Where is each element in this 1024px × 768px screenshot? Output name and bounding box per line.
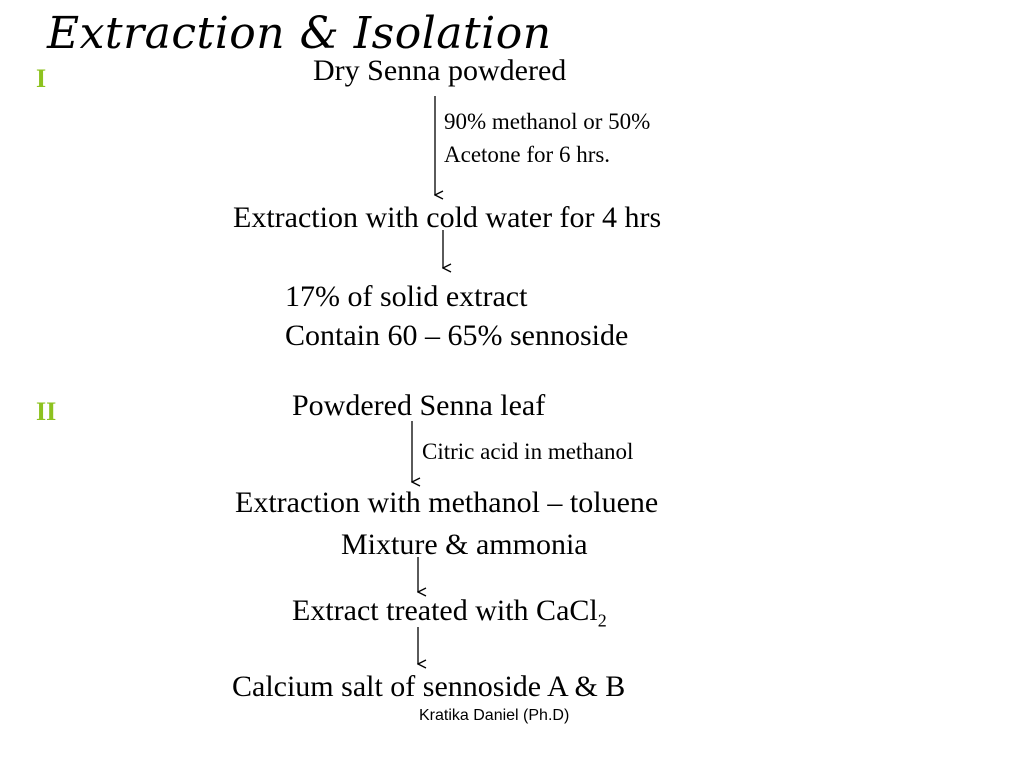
- result-sennoside-content: Contain 60 – 65% sennoside: [285, 319, 629, 352]
- step-methanol-toluene-extraction: Extraction with methanol – toluene: [235, 486, 659, 519]
- section-label-ii: II: [36, 397, 57, 426]
- condition-solvent-line2: Acetone for 6 hrs.: [444, 142, 611, 167]
- step-calcium-salt-sennoside: Calcium salt of sennoside A & B: [232, 670, 626, 703]
- slide-title: Extraction & Isolation: [47, 8, 552, 59]
- step-powdered-senna-leaf: Powdered Senna leaf: [292, 389, 546, 422]
- condition-solvent-line1: 90% methanol or 50%: [444, 109, 651, 134]
- result-solid-extract: 17% of solid extract: [285, 280, 528, 313]
- step-cold-water-extraction: Extraction with cold water for 4 hrs: [233, 201, 662, 234]
- cacl2-subscript: 2: [597, 610, 607, 631]
- footer-author: Kratika Daniel (Ph.D): [419, 707, 570, 724]
- step-dry-senna-powdered: Dry Senna powdered: [313, 54, 567, 87]
- condition-citric-acid: Citric acid in methanol: [422, 439, 634, 464]
- step-mixture-ammonia: Mixture & ammonia: [341, 528, 588, 561]
- step-cacl2-text: Extract treated with CaCl: [292, 594, 598, 627]
- section-label-i: I: [36, 64, 47, 93]
